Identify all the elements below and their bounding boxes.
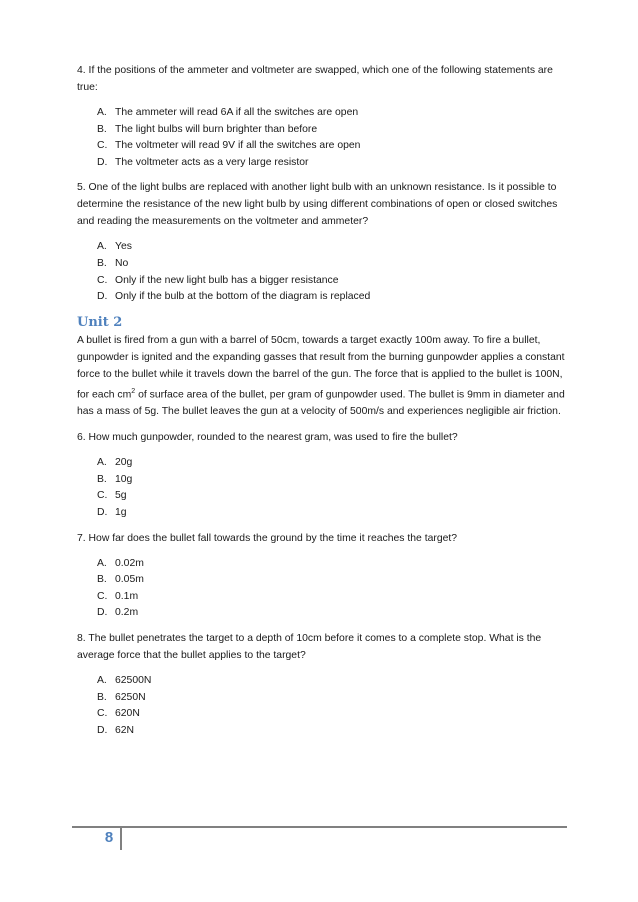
- option-text: No: [115, 257, 129, 269]
- option-text: Only if the bulb at the bottom of the diagram is replaced: [115, 291, 371, 303]
- option-letter: C.: [97, 274, 108, 286]
- option-item: [77, 572, 567, 589]
- option-letter: A.: [97, 107, 107, 118]
- footer-divider: [72, 826, 567, 828]
- footer-vertical-bar: [120, 828, 122, 850]
- question-8-text: 8. The bullet penetrates the target to a depth of 10cm before it comes to a complete stop. What is the average force that the bullet applies to the target?: [77, 632, 542, 661]
- question-7-text: 7. How far does the bullet fall towards the ground by the time it reaches the target?: [77, 532, 458, 544]
- option-letter: C.: [97, 490, 108, 502]
- option-item: [77, 455, 567, 472]
- unit-intro-part2: of surface area of the bullet, per gram of gunpowder used. The bullet is 9mm in diameter and has a mass of 5g. The bullet leaves the gun at a velocity of 500m/s and experiences negligible air friction.: [77, 389, 565, 418]
- option-item: [77, 589, 567, 606]
- page-number: 8: [104, 829, 114, 846]
- option-item: [77, 505, 567, 522]
- option-text: 10g: [115, 473, 133, 485]
- option-letter: C.: [97, 708, 108, 720]
- option-letter: A.: [97, 557, 107, 569]
- option-text: 6250N: [115, 691, 146, 703]
- option-item: [77, 673, 567, 690]
- option-item: [77, 256, 567, 273]
- option-text: Only if the new light bulb has a bigger resistance: [115, 274, 339, 286]
- question-6-options: [77, 455, 567, 521]
- unit-intro-paragraph: [77, 332, 567, 420]
- option-text: 0.1m: [115, 590, 139, 602]
- option-letter: B.: [97, 574, 107, 586]
- option-text: The voltmeter acts as a very large resistor: [115, 156, 309, 168]
- option-text: 20g: [115, 457, 133, 469]
- option-item: [77, 122, 567, 139]
- option-item: [77, 605, 567, 622]
- option-item: [77, 706, 567, 723]
- option-item: [77, 556, 567, 573]
- option-letter: A.: [97, 674, 107, 686]
- question-4-options: [77, 105, 567, 171]
- option-text: 5g: [115, 490, 127, 502]
- option-letter: A.: [97, 241, 107, 253]
- option-text: 0.02m: [115, 557, 144, 569]
- unit-intro-part1: A bullet is fired from a gun with a barrel of 50cm, towards a target exactly 100m away. To fire a bullet, gunpowder is ignited and the expanding gasses that result from the burning gunpowder applies a constant force to the bullet while it travels down the barrel of the gun. The force that is applied to the bullet is 100N, for each cm: [77, 334, 565, 401]
- question-8-options: [77, 673, 567, 739]
- document-page: [77, 62, 567, 739]
- option-letter: A.: [97, 457, 107, 469]
- option-item: [77, 289, 567, 306]
- question-5-options: [77, 239, 567, 305]
- option-item: [77, 138, 567, 155]
- question-7-options: [77, 556, 567, 622]
- option-letter: D.: [97, 507, 108, 518]
- option-letter: D.: [97, 291, 108, 303]
- option-item: [77, 155, 567, 172]
- option-letter: C.: [97, 140, 108, 152]
- option-text: 62500N: [115, 674, 152, 686]
- option-item: [77, 273, 567, 290]
- option-text: The voltmeter will read 9V if all the switches are open: [115, 140, 361, 152]
- option-text: The ammeter will read 6A if all the switches are open: [115, 107, 359, 118]
- option-text: 0.2m: [115, 607, 139, 619]
- option-letter: D.: [97, 724, 108, 736]
- question-6-text: 6. How much gunpowder, rounded to the nearest gram, was used to fire the bullet?: [77, 432, 458, 444]
- option-letter: B.: [97, 691, 107, 703]
- option-letter: B.: [97, 123, 107, 135]
- option-text: 62N: [115, 724, 135, 736]
- option-item: [77, 488, 567, 505]
- option-item: [77, 690, 567, 707]
- option-text: 0.05m: [115, 574, 144, 586]
- unit-heading: Unit 2: [77, 314, 123, 330]
- option-item: [77, 239, 567, 256]
- option-letter: D.: [97, 156, 108, 168]
- option-item: [77, 105, 567, 122]
- option-text: Yes: [115, 241, 132, 253]
- option-text: 620N: [115, 708, 140, 720]
- option-letter: D.: [97, 607, 108, 619]
- option-letter: B.: [97, 473, 107, 485]
- option-text: 1g: [115, 507, 127, 518]
- option-item: [77, 472, 567, 489]
- option-letter: B.: [97, 257, 107, 269]
- question-5-text: 5. One of the light bulbs are replaced with another light bulb with an unknown resistance. Is it possible to determine the resistance of the new light bulb by using different combinations of open or closed switches and reading the measurements on the voltmeter and ammeter?: [77, 182, 558, 228]
- option-text: The light bulbs will burn brighter than before: [115, 123, 318, 135]
- unit-intro-superscript: 2: [131, 387, 136, 395]
- question-4-text: 4. If the positions of the ammeter and voltmeter are swapped, which one of the following statements are true:: [77, 65, 553, 93]
- option-letter: C.: [97, 590, 108, 602]
- option-item: [77, 723, 567, 740]
